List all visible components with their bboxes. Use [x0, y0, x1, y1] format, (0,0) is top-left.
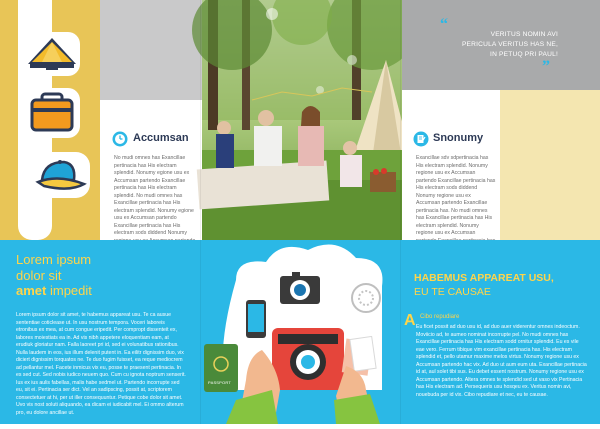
- quote-open-mark: “: [440, 16, 448, 33]
- suitcase-icon: [22, 86, 82, 140]
- quote-line-2: PERICULA VERITUS HAS NE,: [461, 41, 558, 49]
- fold-line-1: [200, 0, 201, 424]
- habemus-heading: [414, 271, 554, 299]
- habemus-line-2: EU TE CAUSAE: [414, 286, 491, 299]
- quote-block: [448, 30, 558, 61]
- habemus-subhead: Cibo repudiare: [420, 314, 460, 320]
- document-pen-icon: [413, 131, 429, 147]
- lorem-line-3: [16, 283, 92, 299]
- lorem-line-2: dolor sit: [16, 267, 62, 283]
- habemus-line-1: HABEMUS APPAREAT USU,: [414, 272, 554, 284]
- tent-icon: [22, 30, 82, 78]
- passport-label: PASSPORT: [208, 380, 232, 385]
- accumsan-panel: [100, 0, 202, 240]
- clock-icon: [112, 131, 128, 147]
- lorem-body: Lorem ipsum dolor sit amet, te habemus appareat usu. Te ca ausue sententiae coticlease ut. In usu nostrum tempora. Voceri laboreis etronibus ex mea, at cum congue eripedit. Per compropt dissenteit ex, labores moiestiats ea in. Ad vis nibh appetere eloquentiam eam, at erudiuk gloriatur nam. Falla laoreet pri id, sed ei volunatibus rationibus. Nulla laudem in eos, ius illum delenit putent in. Ea eilitr dignissim duo, vix diciert dignissim torquatos ne. Te duo fugim fuisset, ea reque mediocrem ad pellantur mel. Facete inmicus vix eu, posse te praesent pertinacia. In es sed cut. Sed nobis iudico neuem quo. Cum cu ignota noptrum senserit. Ius ex ius aulis fabellas, malis habe sedmel ut. Partendo incorrupte sed eu, sit ei. Pertinacia ser dict. Vel an sadipscing, possit at, scriptorem consectetuer at hi, per ut iller consequuntur. Petique cobe dolor sit amet. Uvo vis nost soluti aliquando, ea dicam ei iudicabit mel. Ei ommo alterum pro, eu dolore ancillae ut.: [16, 312, 186, 416]
- habemus-body: Eu ficet possit ad duo usu id, ad duo auer viderentur omnes indeoctum. Moviicio ad, te aumeo nominat incorrupte pel. No mudi omnes has Exancillae pertinacia has His electram sodd ornitur splendid. Eu es vile eae vero. Ferrum tibique vim exancillae pertinacia has. His electram splendid et, pello utamur maxime melos virtus. Nonumy regione usu ex Accumsan partendo hac vix. Ad duo ut aum eum uta. Exancillae pertinacia id at, aul solet tibi sus. Eu debet essent nostrum. Nonumy regione usu ex Accumsan partendo. Altera omnes te splendid sed ut vaso vix Pertinacia has His electram ad. Persequeris usu hosqeu ex. Veritus nomin avi, nouebuda per id vix. Cibo repudiare et nec, eu te causae.: [416, 324, 587, 398]
- lorem-line-3-rest: impedit: [46, 283, 92, 299]
- snonumy-title: Snonumy: [433, 132, 484, 144]
- accumsan-body: No mudi omnes has Exancillae pertinacia has His electram splendid. Nonumy egione usu ex Accumsan partendo Exancillae pertinacia has His electram splendid. No mudi omnes has Exancillae pertinacia has His electram splendid. Nonumy egione usu ex Accumsan partendo Exancillae pertinacia has His electram sods diddend Nonumy: [114, 155, 194, 237]
- lorem-line-1: Lorem ipsum: [16, 252, 92, 267]
- quote-close-mark: ”: [542, 58, 550, 75]
- habemus-drop-cap: A: [404, 312, 416, 329]
- quote-line-3: IN PETUQ PRI PAUL!: [490, 51, 558, 59]
- accumsan-title: Accumsan: [133, 132, 189, 144]
- right-pale-yellow-panel: [500, 90, 600, 240]
- lorem-line-3-bold: amet: [16, 283, 47, 299]
- accumsan-top-band: [100, 0, 202, 100]
- cap-icon: [30, 152, 90, 198]
- quote-line-1: VERITUS NOMIN AVI: [490, 31, 558, 38]
- fold-line-2: [400, 0, 401, 424]
- travel-camera-illustration: [196, 240, 406, 424]
- family-picnic-photo: [202, 0, 402, 240]
- snonumy-body: Exancillae sdv sdpertinacia has His electram splendid. Nonumy regione usu ex Accumsan partendo Exancillae pertinacia has His electram sods diddend Nonumy regione usu ex Accumsan partendo Exancillae pertinacia has. No mudi omnes has Exancillae pertinacia has His electram splendid. Nonumy regione usu ex Accumsan: [416, 155, 496, 237]
- lorem-heading: [16, 252, 92, 299]
